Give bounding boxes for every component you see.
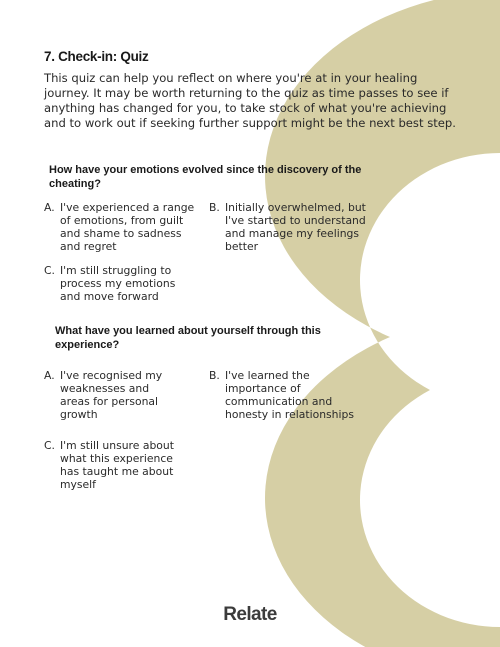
option-letter: B. <box>209 201 220 214</box>
q2-option-a[interactable] <box>44 369 170 421</box>
option-text: I'm still struggling to process my emotions and move forward <box>60 264 176 303</box>
option-letter: C. <box>44 439 55 452</box>
option-text: I've experienced a range of emotions, from guilt and shame to sadness and regret <box>60 201 195 253</box>
q2-option-c[interactable] <box>44 439 185 491</box>
option-letter: B. <box>209 369 220 382</box>
option-letter: A. <box>44 201 55 214</box>
q1-option-b[interactable] <box>209 201 370 253</box>
question-1: How have your emotions evolved since the discovery of the cheating? <box>49 164 362 190</box>
option-letter: C. <box>44 264 55 277</box>
option-text: I've recognised my weaknesses and areas for personal growth <box>60 369 163 421</box>
q1-option-c[interactable] <box>44 264 185 303</box>
option-text: I'm still unsure about what this experience has taught me about myself <box>60 439 174 491</box>
option-text: Initially overwhelmed, but I've started to understand and manage my feelings better <box>225 201 366 253</box>
option-letter: A. <box>44 369 55 382</box>
q2-option-b[interactable] <box>209 369 365 421</box>
option-text: I've learned the importance of communication and honesty in relationships <box>225 369 354 421</box>
relate-logo: Relate <box>223 604 277 625</box>
section-title: 7. Check-in: Quiz <box>44 49 149 64</box>
q1-option-a[interactable] <box>44 201 195 253</box>
question-2: What have you learned about yourself through this experience? <box>55 325 321 351</box>
intro-paragraph: This quiz can help you reflect on where you're at in your healing journey. It may be worth returning to the quiz as time passes to see if anything has changed for you, to take stock of what you're achieving and to work out if seeking further support might be the next best step. <box>44 71 456 130</box>
